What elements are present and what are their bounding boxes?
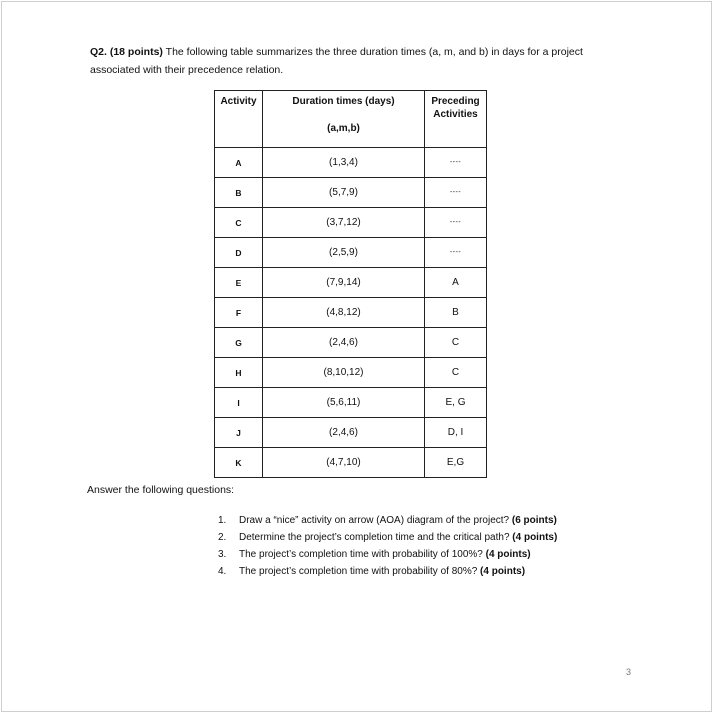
answer-heading: Answer the following questions:: [87, 484, 235, 496]
list-item: 2. Determine the project’s completion time and the critical path? (4 points): [218, 532, 558, 543]
table-header-row: [215, 91, 487, 148]
table-row: [215, 268, 487, 298]
question-text-line2: associated with their precedence relation.: [90, 64, 284, 76]
cell-activity: D: [215, 238, 263, 268]
table-row: [215, 328, 487, 358]
cell-duration: (4,8,12): [263, 298, 425, 328]
table-row: [215, 418, 487, 448]
cell-duration: (2,5,9): [263, 238, 425, 268]
question-intro: [90, 43, 650, 79]
table-row: [215, 298, 487, 328]
header-activity: Activity: [215, 91, 263, 148]
cell-activity: A: [215, 148, 263, 178]
header-preceding: Preceding Activities: [425, 91, 487, 148]
cell-activity: F: [215, 298, 263, 328]
cell-duration: (4,7,10): [263, 448, 425, 478]
question-label: Q2. (18 points): [90, 46, 163, 58]
cell-duration: (2,4,6): [263, 328, 425, 358]
page-number: 3: [626, 667, 632, 677]
cell-duration: (3,7,12): [263, 208, 425, 238]
table-row: [215, 178, 487, 208]
cell-activity: I: [215, 388, 263, 418]
list-item: 1. Draw a “nice” activity on arrow (AOA) diagram of the project? (6 points): [218, 515, 557, 526]
cell-preceding: ----: [425, 238, 487, 268]
table-row: [215, 148, 487, 178]
cell-duration: (7,9,14): [263, 268, 425, 298]
table-row: [215, 448, 487, 478]
cell-preceding: A: [425, 268, 487, 298]
cell-duration: (2,4,6): [263, 418, 425, 448]
table-row: [215, 358, 487, 388]
cell-preceding: B: [425, 298, 487, 328]
list-item: 3. The project’s completion time with probability of 100%? (4 points): [218, 549, 531, 560]
cell-preceding: D, I: [425, 418, 487, 448]
question-text-line1: The following table summarizes the three duration times (a, m, and b) in days for a project: [162, 46, 583, 58]
question-list: [218, 512, 557, 580]
cell-activity: C: [215, 208, 263, 238]
header-duration-sub: (a,m,b): [327, 123, 360, 134]
cell-activity: H: [215, 358, 263, 388]
list-item: 4. The project’s completion time with probability of 80%? (4 points): [218, 566, 526, 577]
cell-activity: J: [215, 418, 263, 448]
table-row: [215, 388, 487, 418]
cell-activity: E: [215, 268, 263, 298]
table-row: [215, 238, 487, 268]
cell-duration: (5,6,11): [263, 388, 425, 418]
cell-preceding: C: [425, 358, 487, 388]
cell-activity: G: [215, 328, 263, 358]
header-duration: Duration times (days) (a,m,b): [263, 91, 425, 148]
cell-duration: (5,7,9): [263, 178, 425, 208]
cell-preceding: E,G: [425, 448, 487, 478]
cell-preceding: ----: [425, 148, 487, 178]
cell-preceding: C: [425, 328, 487, 358]
cell-activity: K: [215, 448, 263, 478]
cell-preceding: ----: [425, 208, 487, 238]
cell-preceding: E, G: [425, 388, 487, 418]
cell-activity: B: [215, 178, 263, 208]
cell-duration: (1,3,4): [263, 148, 425, 178]
table-row: [215, 208, 487, 238]
activity-table: [214, 90, 487, 478]
cell-preceding: ----: [425, 178, 487, 208]
cell-duration: (8,10,12): [263, 358, 425, 388]
